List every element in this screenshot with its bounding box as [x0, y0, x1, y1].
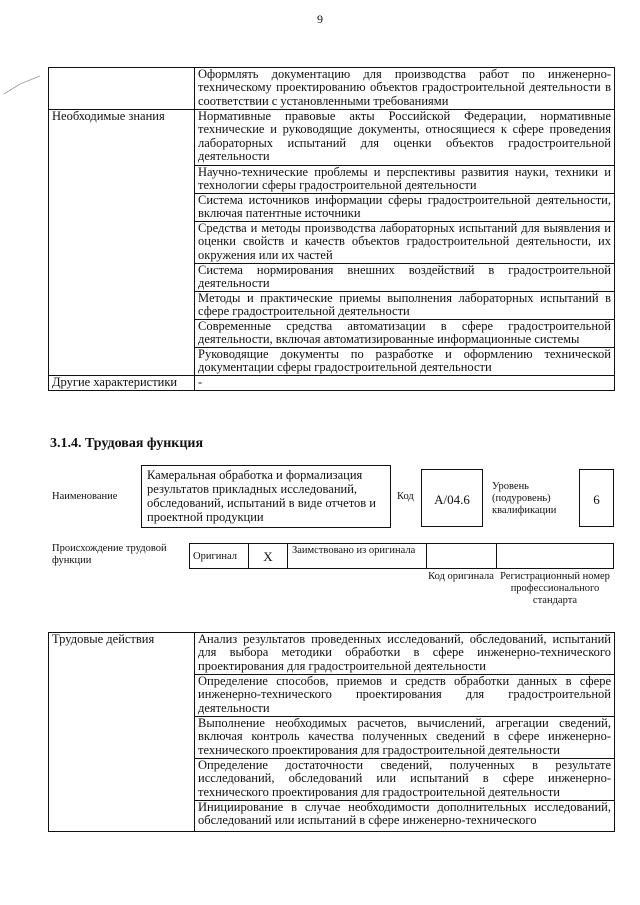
actions-table	[48, 632, 615, 832]
function-code: А/04.6	[421, 469, 483, 527]
knowledge-item: Руководящие документы по разработке и оформлению технической документации сферы градостроительной деятельности	[195, 348, 615, 376]
function-name: Камеральная обработка и формализация результатов прикладных исследований, обследований, испытаний в виде отчетов и проектной продукции	[141, 465, 391, 528]
action-item: Определение достаточности сведений, полученных в результате исследований, обследований или испытаний в сфере инженерно-технического проектирования для градостроительной деятельности	[195, 759, 615, 801]
knowledge-item: Система нормирования внешних воздействий в градостроительной деятельности	[195, 264, 615, 292]
action-item: Анализ результатов проведенных исследований, обследований, испытаний для выбора методики обработки в сфере инженерно-технического проектирования для градостроительной деятельности	[195, 633, 615, 675]
page-number: 9	[317, 12, 323, 26]
row-label-actions: Трудовые действия	[49, 633, 195, 832]
table-row	[49, 376, 615, 391]
table-row	[49, 110, 615, 166]
level-label: Уровень (подуровень) квалификации	[492, 481, 557, 516]
borrowed-label: Заимствовано из оригинала	[287, 543, 427, 569]
table-row	[49, 68, 615, 110]
knowledge-item: Научно-технические проблемы и перспективы развития науки, техники и технологии сферы градостроительной деятельности	[195, 166, 615, 194]
skill-item: Оформлять документацию для производства работ по инженерно-техническому проектированию объектов градостроительной деятельности в соответствии с установленными требованиями	[195, 68, 615, 110]
action-item: Выполнение необходимых расчетов, вычислений, агрегации сведений, включая контроль качества полученных сведений в сфере инженерно-технического проектирования для градостроительной деятельности	[195, 717, 615, 759]
row-label-knowledge: Необходимые знания	[49, 110, 195, 376]
original-mark: X	[248, 543, 288, 569]
knowledge-item: Методы и практические приемы выполнения лабораторных испытаний в сфере градостроительной деятельности	[195, 292, 615, 320]
action-item: Инициирование в случае необходимости дополнительных исследований, обследований или испытаний в сфере инженерно-технического	[195, 801, 615, 832]
knowledge-item: Система источников информации сферы градостроительной деятельности, включая патентные источники	[195, 194, 615, 222]
row-label	[49, 68, 195, 110]
code-label: Код	[397, 491, 414, 502]
knowledge-item: Нормативные правовые акты Российской Федерации, нормативные технические и руководящие документы, относящиеся к сфере проведения лабораторных испытаний для оценки объектов градостроительной деятельности	[195, 110, 615, 166]
action-item: Определение способов, приемов и средств обработки данных в сфере инженерно-технического проектирования для градостроительной деятельности	[195, 675, 615, 717]
row-label-other: Другие характеристики	[49, 376, 195, 391]
origin-label: Происхождение трудовой функции	[52, 543, 167, 566]
original-label: Оригинал	[189, 543, 249, 569]
knowledge-table	[48, 67, 615, 391]
registration-number-cell	[496, 543, 614, 569]
other-item: -	[195, 376, 615, 391]
margin-pencil-mark	[2, 72, 42, 96]
knowledge-item: Современные средства автоматизации в сфере градостроительной деятельности, включая автоматизированные информационные системы	[195, 320, 615, 348]
section-title: 3.1.4. Трудовая функция	[50, 436, 204, 451]
table-row	[49, 633, 615, 675]
code-caption: Код оригинала	[428, 571, 494, 582]
knowledge-item: Средства и методы производства лабораторных испытаний для выявления и оценки свойств и качеств объектов градостроительной деятельности, их окружения или их частей	[195, 222, 615, 264]
original-code-cell	[426, 543, 497, 569]
qualification-level: 6	[579, 469, 614, 527]
name-label: Наименование	[52, 491, 118, 502]
reg-caption: Регистрационный номер профессионального стандарта	[500, 571, 610, 606]
